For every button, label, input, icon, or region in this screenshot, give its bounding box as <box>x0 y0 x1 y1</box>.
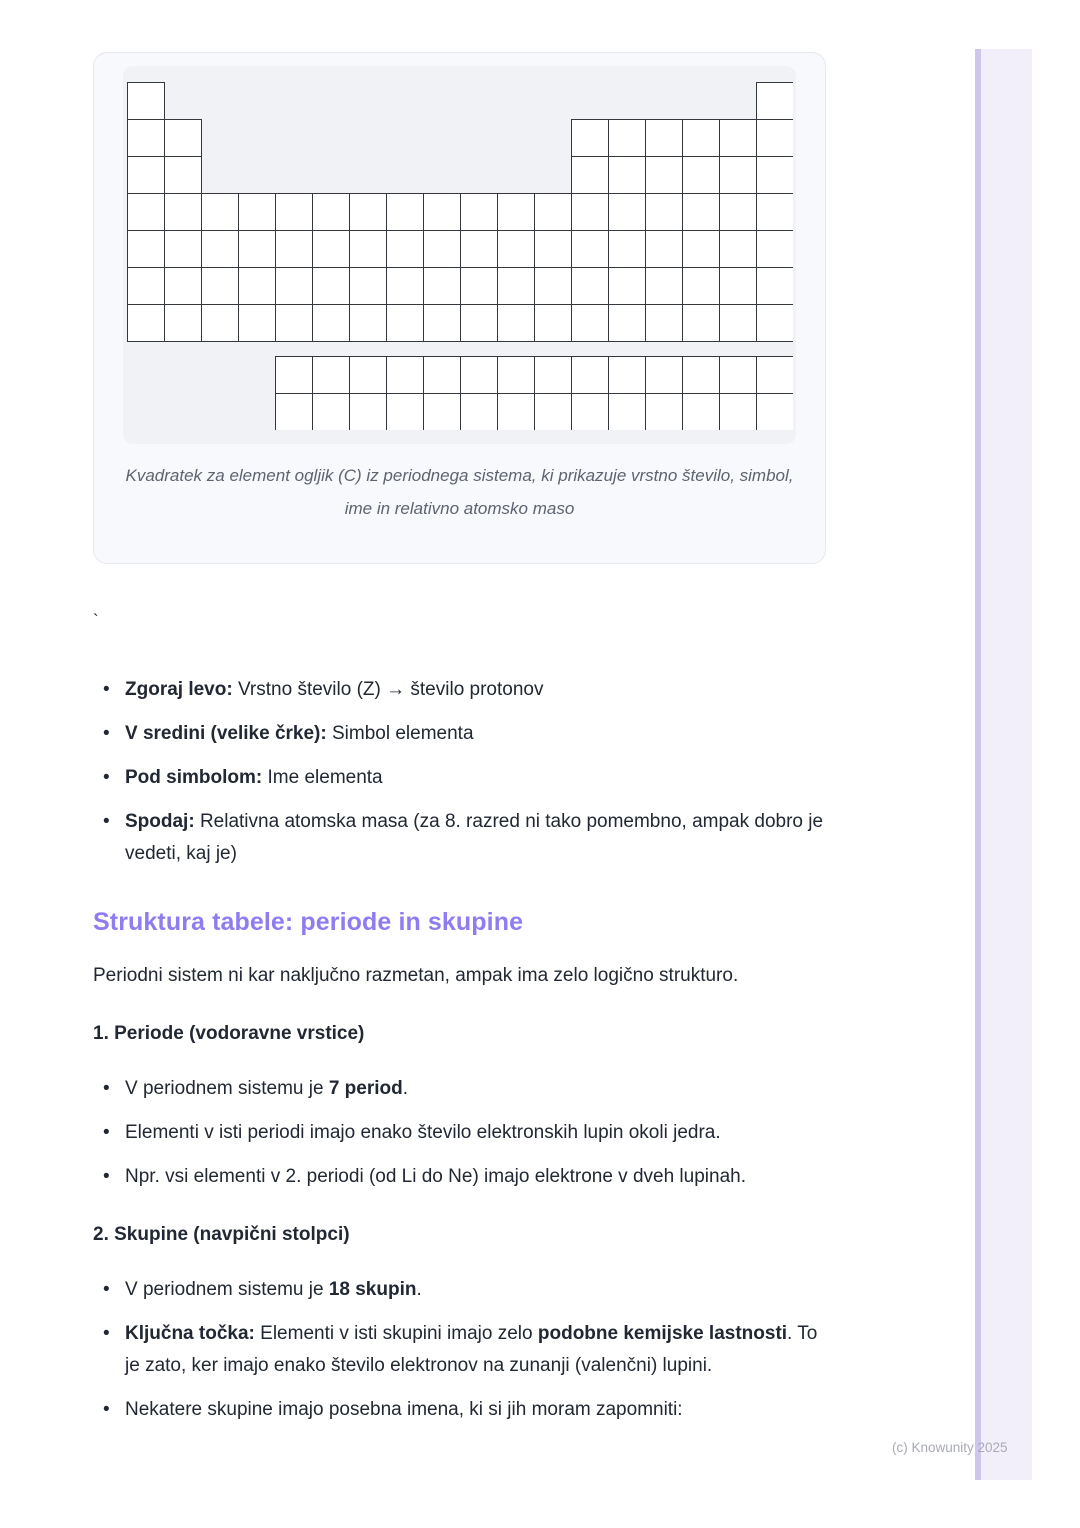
list-item: • Spodaj: Relativna atomska masa (za 8. razred ni tako pomembno, ampak dobro je vedeti, kaj je) <box>125 806 825 870</box>
list-item: • V sredini (velike črke): Simbol elementa <box>125 718 825 750</box>
intro-paragraph: Periodni sistem ni kar naključno razmetan, ampak ima zelo logično strukturo. <box>93 965 739 986</box>
groups-list <box>93 1274 826 1426</box>
subheading-periods: 1. Periode (vodoravne vrstice) <box>93 1023 365 1044</box>
page-edge-panel <box>975 49 1032 1480</box>
legend-list <box>93 674 826 870</box>
periods-list <box>93 1073 826 1193</box>
list-item: • Npr. vsi elementi v 2. periodi (od Li do Ne) imajo elektrone v dveh lupinah. <box>125 1161 825 1193</box>
list-item: • Elementi v isti periodi imajo enako število elektronskih lupin okoli jedra. <box>125 1117 825 1149</box>
list-item: • V periodnem sistemu je 18 skupin. <box>125 1274 825 1306</box>
list-item: • Nekatere skupine imajo posebna imena, ki si jih moram zapomniti: <box>125 1394 825 1426</box>
figure-card <box>93 52 826 564</box>
periodic-table-figure <box>123 66 796 444</box>
list-item: • Zgoraj levo: Vrstno število (Z) → število protonov <box>125 674 825 706</box>
list-item: • Pod simbolom: Ime elementa <box>125 762 825 794</box>
list-item: • Ključna točka: Elementi v isti skupini imajo zelo podobne kemijske lastnosti. To je zato, ker imajo enako število elektronov na zunanji (valenčni) lupini. <box>125 1318 825 1382</box>
periodic-table-sketch <box>127 82 793 430</box>
stray-backtick: ` <box>93 611 99 630</box>
subheading-groups: 2. Skupine (navpični stolpci) <box>93 1224 350 1245</box>
document-content <box>93 52 826 1426</box>
section-heading: Struktura tabele: periode in skupine <box>93 908 524 936</box>
copyright-text: (c) Knowunity 2025 <box>892 1440 1008 1455</box>
list-item: • V periodnem sistemu je 7 period. <box>125 1073 825 1105</box>
figure-caption: Kvadratek za element ogljik (C) iz periodnega sistema, ki prikazuje vrstno število, simbol, ime in relativno atomsko maso <box>125 466 794 518</box>
